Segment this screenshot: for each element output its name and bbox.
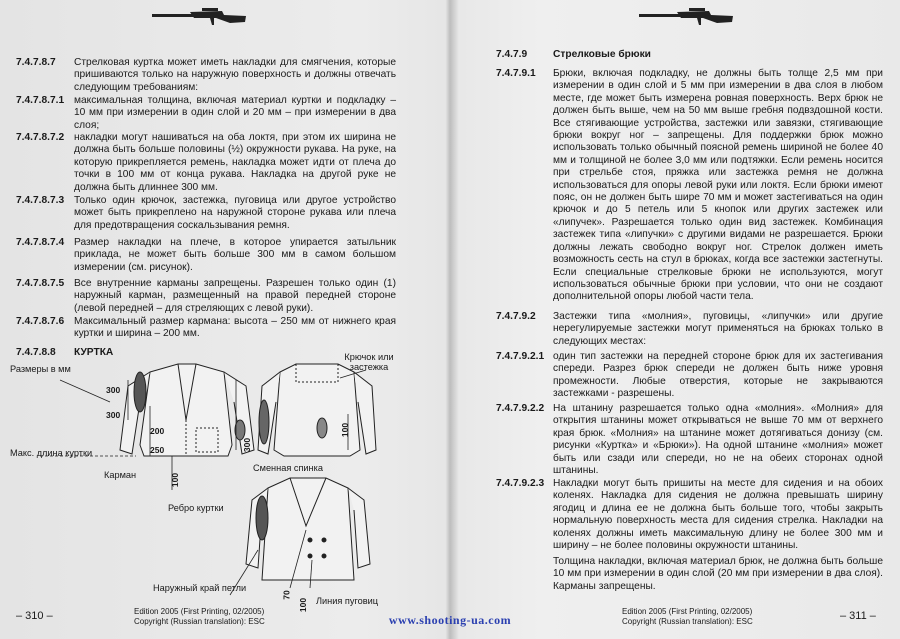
dimension-300: 300 bbox=[106, 385, 121, 395]
para-num: 7.4.7.8.7.3 bbox=[16, 195, 65, 206]
dimension-300: 300 bbox=[242, 437, 253, 453]
page-number: – 310 – bbox=[16, 610, 53, 622]
para-num: 7.4.7.9.2 bbox=[496, 311, 536, 322]
figure-label-pocket: Карман bbox=[104, 470, 137, 480]
para-num: 7.4.7.8.7.2 bbox=[16, 132, 65, 143]
dimension-100: 100 bbox=[170, 472, 181, 488]
para-num: 7.4.7.8.7 bbox=[16, 57, 56, 68]
para-num: 7.4.7.9.2.3 bbox=[496, 478, 545, 489]
footer-edition: Edition 2005 (First Printing, 02/2005) bbox=[134, 607, 265, 616]
para-text: Толщина накладки, включая материал брюк, не должна быть больше 10 мм при измерении в один слой (20 мм при измерении в два слоя). Карманы запрещены. bbox=[553, 556, 883, 592]
dimension-70: 70 bbox=[281, 590, 292, 600]
section-title: Стрелковые брюки bbox=[553, 49, 651, 60]
section-number: 7.4.7.8.8 bbox=[16, 347, 56, 358]
para-text: Только один крючок, застежка, пуговица или другое устройство может быть прикреплено на наружной стороне рукава или плеча для предотвращения соскальзывания ремня. bbox=[74, 195, 396, 231]
section-number: 7.4.7.9 bbox=[496, 49, 528, 60]
footer-copyright: Copyright (Russian translation): ESC bbox=[622, 617, 753, 626]
dimension-300: 300 bbox=[106, 410, 121, 420]
footer-copyright: Copyright (Russian translation): ESC bbox=[134, 617, 265, 626]
para-text: один тип застежки на передней стороне брюк для их застегивания спереди. Разрез брюк спереди не должен быть ниже уровня промежности. Любые отверстия, которые не закрываются застежками - разрешены. bbox=[553, 351, 883, 400]
para-text: Максимальный размер кармана: высота – 250 мм от нижнего края куртки и ширина – 200 мм. bbox=[74, 316, 396, 340]
para-text: накладки могут нашиваться на оба локтя, при этом их ширина не должна быть больше половины (½) окружности рукава. На руке, на которую прикрепляется ремень, накладка может идти от плеча до точки в 100 мм от конца рукава. Накладка на другой руке не должна быть длиннее 300 мм. bbox=[74, 132, 396, 193]
para-text: Размер накладки на плече, в которое упирается затыльник приклада, не может быть больше 300 мм в самом большом измерении (см. рисунок). bbox=[74, 237, 396, 273]
figure-label-outer-edge: Наружный край петли bbox=[153, 583, 247, 593]
figure-label-back: Сменная спинка bbox=[253, 463, 323, 473]
rifle-icon bbox=[637, 6, 737, 28]
para-text: Стрелковая куртка может иметь накладки для смягчения, которые пришиваются только на наружную поверхность и должны отвечать следующим требованиям: bbox=[74, 57, 396, 93]
dimension-250: 250 bbox=[150, 445, 165, 455]
para-text: максимальная толщина, включая материал куртки и подкладку – 10 мм при измерении в один слой и 20 мм – при измерении в два слоя; bbox=[74, 95, 396, 131]
para-text: Застежки типа «молния», пуговицы, «липучки» или другие нерегулируемые застежки могут применяться на брюках только в следующих местах: bbox=[553, 311, 883, 347]
rifle-icon bbox=[150, 6, 250, 28]
para-text: На штанину разрешается только одна «молния». «Молния» для открытия штанины может открываться не выше 70 мм от верхнего края брюк. «Молния» на штанине может дотягиваться донизу (см. рисунки «Куртка» и «Брюки»). На одной штанине «молния» может быть или сзади или спереди, но не на обеих сторонах одной штанины. bbox=[553, 403, 883, 477]
page-number: – 311 – bbox=[840, 610, 876, 622]
para-text: Все внутренние карманы запрещены. Разрешен только один (1) наружный карман, размещенный на правой передней стороне (левой передней – для стреляющих с левой руки). bbox=[74, 278, 396, 314]
figure-label-button-line: Линия пуговиц bbox=[316, 596, 378, 606]
footer-edition: Edition 2005 (First Printing, 02/2005) bbox=[622, 607, 753, 616]
para-num: 7.4.7.9.2.1 bbox=[496, 351, 545, 362]
figure-label-hook: Крючок или застежка bbox=[344, 352, 394, 372]
left-page bbox=[0, 0, 448, 639]
para-num: 7.4.7.8.7.5 bbox=[16, 278, 65, 289]
para-text: Брюки, включая подкладку, не должны быть толще 2,5 мм при измерении в один слой и 5 мм при измерении в два слоя в любом месте, где может быть измерена ровная поверхность. Верх брюк не должен быть выше, чем на 50 мм выше гребня подвздошной кости. Все стягивающие устройства, застежки или завязки, стягивающие брюки вокруг ног – запрещены. Для поддержки брюк можно использовать только обычный поясной ремень шириной не более 40 мм и толщиной не более 3,0 мм или подтяжки. Если ремень носится при стрельбе стоя, пряжка или застежка ремня не должна использоваться для опоры левой руки или локтя. Если брюки имеют пояс, он не должен быть шире 70 мм и может застегиваться на один крючок и до 5 петель или 5 кнопок или других застежек или «липучек». Разрешается только один вид застежек. Комбинация застежек типа «липучки» с другими видами не разрешается. Брюки должны лежать свободно вокруг ног. Стрелок должен иметь возможность сесть на стул в брюках, когда все застежки застегнуты. Если специальные стрелковые брюки не используются, могут использоваться обычные брюки при условии, что они не создают дополнительной опоры любой части тела. bbox=[553, 68, 883, 303]
watermark: www.shooting-ua.com bbox=[388, 613, 512, 627]
section-title: КУРТКА bbox=[74, 347, 114, 358]
figure-label-rib: Ребро куртки bbox=[168, 503, 224, 513]
para-text: Накладки могут быть пришиты на месте для сидения и на обоих коленях. Накладка для сидения не должна превышать ширину ягодиц и длина ее не должна быть больше того, чтобы закрыть нормальную поверхность места для сидения стрелка. Накладки на коленях должны иметь максимальную длину не более 300 мм и ширину – не более половины окружности штанины. bbox=[553, 478, 883, 552]
figure-label-max-length: Макс. длина куртки bbox=[10, 448, 93, 458]
para-num: 7.4.7.9.1 bbox=[496, 68, 536, 79]
para-num: 7.4.7.8.7.6 bbox=[16, 316, 65, 327]
para-num: 7.4.7.9.2.2 bbox=[496, 403, 545, 414]
dimension-200: 200 bbox=[150, 426, 165, 436]
para-num: 7.4.7.8.7.1 bbox=[16, 95, 65, 106]
dimension-100: 100 bbox=[298, 597, 309, 613]
para-num: 7.4.7.8.7.4 bbox=[16, 237, 65, 248]
dimension-100: 100 bbox=[340, 422, 351, 438]
figure-label-sizes: Размеры в мм bbox=[10, 364, 71, 374]
right-page bbox=[452, 0, 900, 639]
